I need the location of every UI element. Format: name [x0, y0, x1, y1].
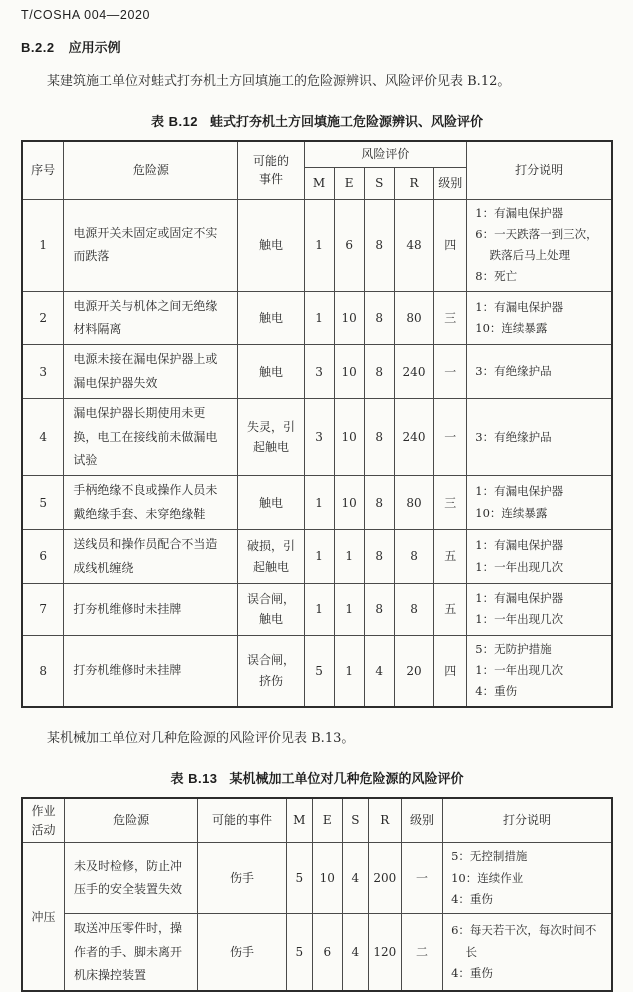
table-row: [22, 843, 612, 914]
header-level: 级别: [434, 167, 467, 199]
table-row: [22, 291, 612, 345]
cell-r: 48: [394, 199, 434, 291]
cell-no: 6: [22, 530, 64, 584]
cell-notes: 1：有漏电保护器 10：连续暴露: [467, 476, 612, 530]
cell-e: 10: [334, 345, 364, 399]
cell-m: 5: [286, 843, 312, 914]
table-row: [22, 583, 612, 635]
cell-m: 5: [286, 914, 312, 992]
header-risk-group: 风险评价: [304, 141, 467, 167]
cell-no: 5: [22, 476, 64, 530]
cell-event: 伤手: [198, 843, 287, 914]
cell-e: 10: [334, 399, 364, 476]
cell-s: 8: [364, 291, 394, 345]
cell-s: 8: [364, 399, 394, 476]
cell-hazard: 取送冲压零件时，操作者的手、脚未离开机床操控装置: [64, 914, 197, 992]
table-row: [22, 914, 612, 992]
cell-hazard: 手柄绝缘不良或操作人员未戴绝缘手套、未穿绝缘鞋: [64, 476, 238, 530]
cell-event: 触电: [238, 199, 304, 291]
cell-hazard: 打夯机维修时未挂牌: [64, 583, 238, 635]
cell-level: 五: [434, 530, 467, 584]
cell-e: 1: [334, 583, 364, 635]
cell-hazard: 电源未接在漏电保护器上或漏电保护器失效: [64, 345, 238, 399]
header-event: 可能的事件: [198, 798, 287, 843]
paragraph-intro-b13: 某机械加工单位对几种危险源的风险评价见表 B.13。: [47, 730, 355, 746]
header-e: E: [334, 167, 364, 199]
table-row: [22, 345, 612, 399]
header-hazard: 危险源: [64, 141, 238, 199]
cell-hazard: 未及时检修，防止冲压手的安全装置失效: [64, 843, 197, 914]
cell-event: 伤手: [198, 914, 287, 992]
cell-s: 8: [364, 476, 394, 530]
cell-notes: 1：有漏电保护器 10：连续暴露: [467, 291, 612, 345]
paragraph-intro-b12: 某建筑施工单位对蛙式打夯机土方回填施工的危险源辨识、风险评价见表 B.12。: [47, 74, 511, 89]
cell-r: 200: [368, 843, 401, 914]
header-notes: 打分说明: [443, 798, 612, 843]
cell-m: 3: [304, 399, 334, 476]
cell-level: 三: [434, 476, 467, 530]
cell-m: 1: [304, 291, 334, 345]
cell-s: 4: [364, 635, 394, 706]
cell-e: 10: [334, 476, 364, 530]
cell-event: 失灵，引起触电: [238, 399, 304, 476]
cell-no: 2: [22, 291, 64, 345]
cell-e: 6: [312, 914, 342, 992]
header-notes: 打分说明: [467, 141, 612, 199]
header-event: 可能的 事件: [238, 141, 304, 199]
cell-s: 8: [364, 345, 394, 399]
table-b13: [21, 797, 613, 992]
header-level: 级别: [401, 798, 442, 843]
cell-notes: 3：有绝缘护品: [467, 345, 612, 399]
table-b12-header-row-1: [22, 141, 612, 167]
cell-m: 1: [304, 583, 334, 635]
table-b12: [21, 140, 613, 708]
cell-e: 6: [334, 199, 364, 291]
table-row: [22, 530, 612, 584]
cell-no: 3: [22, 345, 64, 399]
cell-s: 4: [342, 843, 368, 914]
cell-s: 8: [364, 530, 394, 584]
table-b13-label: 表 B.13: [170, 770, 218, 786]
cell-e: 10: [334, 291, 364, 345]
cell-e: 1: [334, 635, 364, 706]
doc-code: T/COSHA 004—2020: [21, 8, 151, 22]
cell-level: 一: [401, 843, 442, 914]
cell-m: 1: [304, 199, 334, 291]
cell-e: 10: [312, 843, 342, 914]
header-s: S: [364, 167, 394, 199]
table-b12-title: [21, 111, 613, 130]
cell-r: 240: [394, 399, 434, 476]
table-row: [22, 635, 612, 706]
cell-event: 触电: [238, 476, 304, 530]
cell-level: 五: [434, 583, 467, 635]
cell-no: 4: [22, 399, 64, 476]
cell-notes: 1：有漏电保护器 1：一年出现几次: [467, 583, 612, 635]
cell-level: 四: [434, 199, 467, 291]
cell-s: 8: [364, 583, 394, 635]
table-b12-label: 表 B.12: [150, 114, 199, 130]
section-number: B.2.2: [21, 40, 55, 55]
cell-notes: 6：每天若干次，每次时间不长 4：重伤: [443, 914, 612, 992]
section-heading: [21, 37, 613, 56]
cell-r: 80: [394, 291, 434, 345]
header-hazard: 危险源: [64, 798, 197, 843]
cell-hazard: 电源开关与机体之间无绝缘材料隔离: [64, 291, 238, 345]
cell-m: 1: [304, 530, 334, 584]
cell-m: 3: [304, 345, 334, 399]
cell-hazard: 送线员和操作员配合不当造成线机缠绕: [64, 530, 238, 584]
cell-no: 7: [22, 583, 64, 635]
cell-level: 一: [434, 399, 467, 476]
cell-m: 5: [304, 635, 334, 706]
cell-level: 四: [434, 635, 467, 706]
cell-event: 误合闸，挤伤: [238, 635, 304, 706]
cell-event: 触电: [238, 345, 304, 399]
cell-event: 触电: [238, 291, 304, 345]
table-b13-caption: 某机械加工单位对几种危险源的风险评价: [229, 770, 464, 786]
header-no: 序号: [22, 141, 64, 199]
table-row: [22, 476, 612, 530]
table-b13-title: [21, 768, 613, 787]
cell-hazard: 电源开关未固定或固定不实而跌落: [64, 199, 238, 291]
cell-e: 1: [334, 530, 364, 584]
cell-r: 8: [394, 530, 434, 584]
cell-activity: 冲压: [22, 843, 64, 991]
table-b12-caption: 蛙式打夯机土方回填施工危险源辨识、风险评价: [210, 114, 484, 130]
cell-s: 8: [364, 199, 394, 291]
header-r: R: [394, 167, 434, 199]
header-activity: 作业 活动: [22, 798, 64, 843]
table-row: [22, 399, 612, 476]
header-m: M: [286, 798, 312, 843]
cell-notes: 1：有漏电保护器 1：一年出现几次: [467, 530, 612, 584]
cell-r: 20: [394, 635, 434, 706]
cell-event: 误合闸，触电: [238, 583, 304, 635]
header-r: R: [368, 798, 401, 843]
table-row: [22, 199, 612, 291]
table-b13-header-row: [22, 798, 612, 843]
cell-no: 1: [22, 199, 64, 291]
cell-hazard: 漏电保护器长期使用未更换，电工在接线前未做漏电试验: [64, 399, 238, 476]
cell-event: 破损，引起触电: [238, 530, 304, 584]
section-title: 应用示例: [68, 40, 121, 55]
cell-notes: 1：有漏电保护器 6：一天跌落一到三次，跌落后马上处理 8：死亡: [467, 199, 612, 291]
header-s: S: [342, 798, 368, 843]
cell-m: 1: [304, 476, 334, 530]
cell-hazard: 打夯机维修时未挂牌: [64, 635, 238, 706]
cell-r: 120: [368, 914, 401, 992]
cell-level: 一: [434, 345, 467, 399]
cell-notes: 3：有绝缘护品: [467, 399, 612, 476]
cell-notes: 5：无防护措施 1：一年出现几次 4：重伤: [467, 635, 612, 706]
cell-s: 4: [342, 914, 368, 992]
cell-r: 240: [394, 345, 434, 399]
cell-no: 8: [22, 635, 64, 706]
cell-r: 8: [394, 583, 434, 635]
header-m: M: [304, 167, 334, 199]
cell-level: 三: [434, 291, 467, 345]
header-e: E: [312, 798, 342, 843]
cell-r: 80: [394, 476, 434, 530]
cell-level: 二: [401, 914, 442, 992]
cell-notes: 5：无控制措施 10：连续作业 4：重伤: [443, 843, 612, 914]
